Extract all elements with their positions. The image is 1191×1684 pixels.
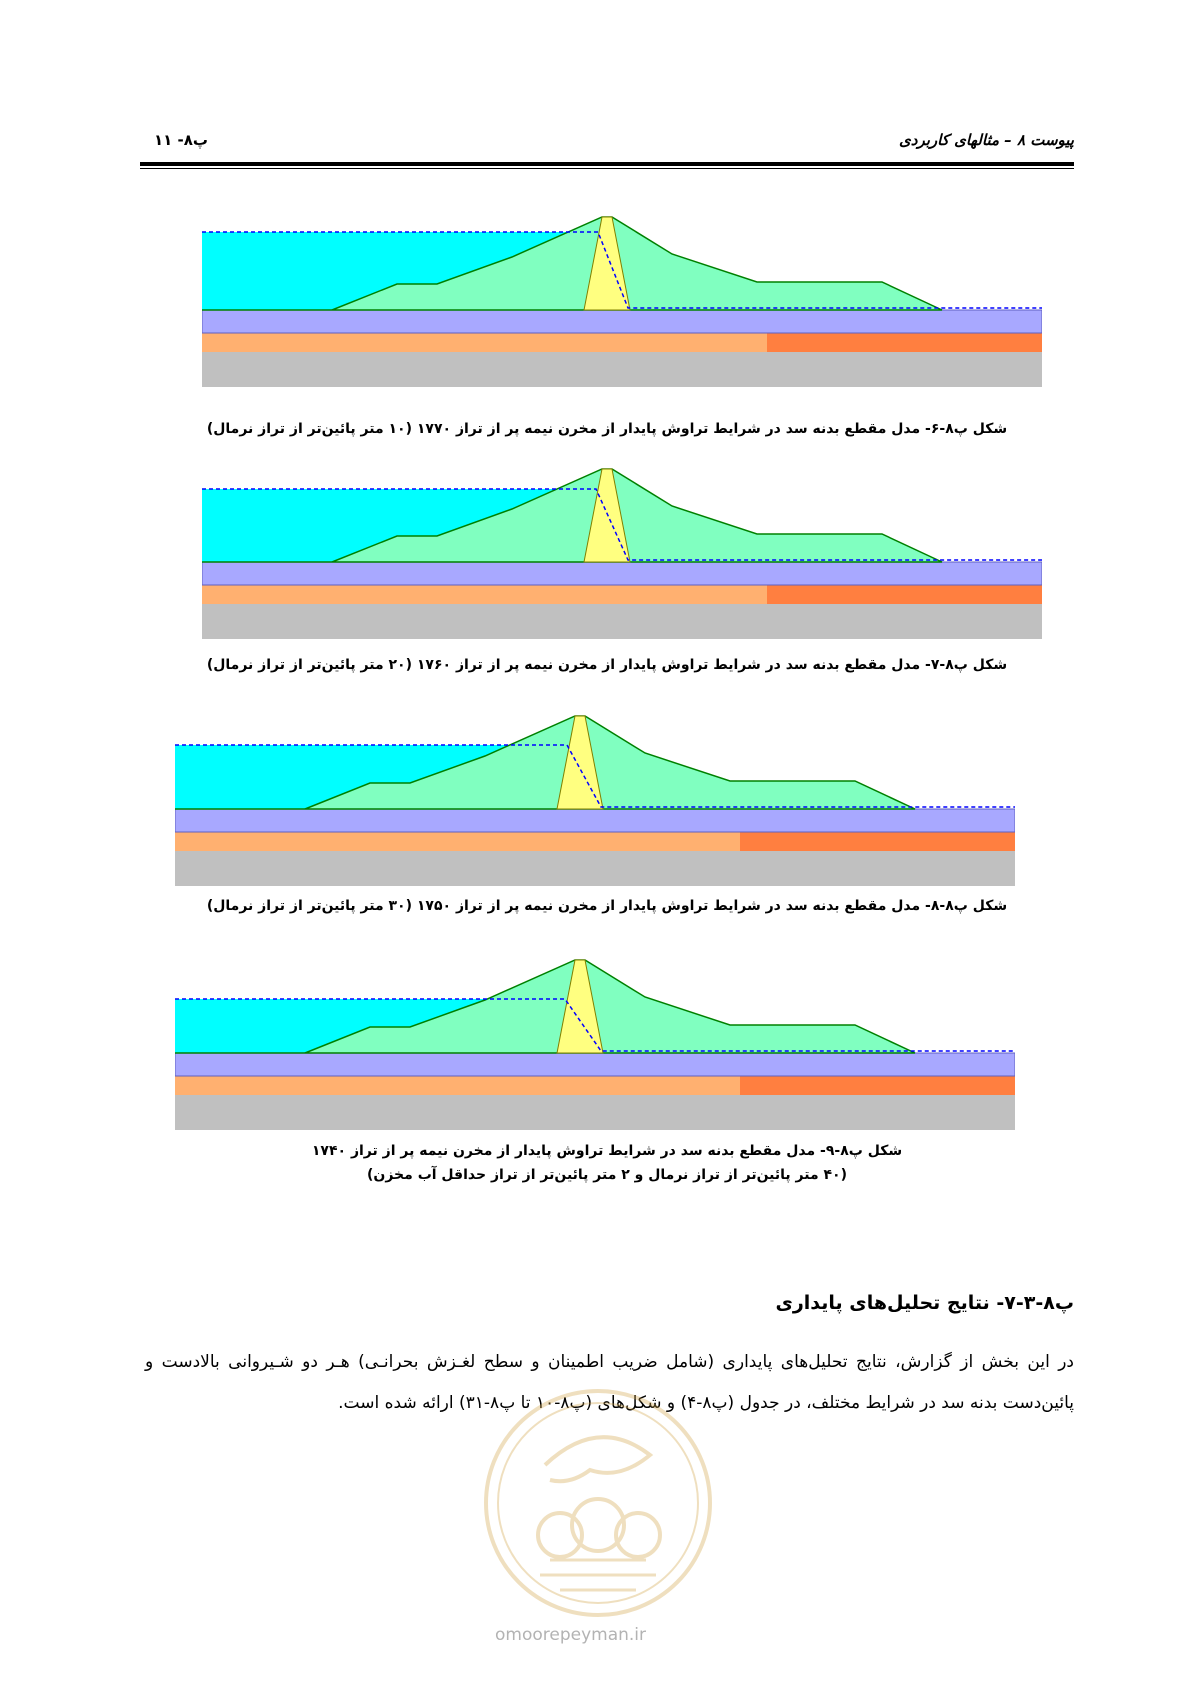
page-header: [140, 131, 1074, 155]
bedrock-layer: [202, 604, 1042, 639]
page-number: پ۸- ۱۱: [154, 131, 208, 149]
figure-caption-1: شکل پ۸-۶- مدل مقطع بدنه سد در شرایط تراوش پایدار از مخرن نیمه پر از تراز ۱۷۷۰ (۱۰ متر پائین‌تر از تراز نرمال): [206, 421, 1008, 437]
alluvium-left: [175, 832, 740, 851]
watermark-seal: [480, 1385, 716, 1621]
dam-section-figure-1: [202, 212, 1042, 387]
figure-caption-2: شکل پ۸-۷- مدل مقطع بدنه سد در شرایط تراوش پایدار از مخرن نیمه پر از تراز ۱۷۶۰ (۲۰ متر پائین‌تر از تراز نرمال): [206, 657, 1008, 673]
dam-cross-section-1: [202, 212, 1042, 387]
alluvium-left: [202, 585, 767, 604]
foundation-layer: [175, 809, 1015, 832]
bedrock-layer: [175, 1095, 1015, 1130]
dam-cross-section-2: [202, 464, 1042, 639]
figure-caption-4-line1: شکل پ۸-۹- مدل مقطع بدنه سد در شرایط تراوش پایدار از مخرن نیمه پر از تراز ۱۷۴۰: [311, 1143, 903, 1159]
alluvium-left: [175, 1076, 740, 1095]
dam-cross-section-4: [175, 955, 1015, 1130]
header-rule-thin: [140, 168, 1074, 169]
header-title: پیوست ۸ – مثالهای کاربردی: [899, 131, 1074, 149]
body-paragraph: در این بخش از گزارش، نتایج تحلیل‌های پایداری (شامل ضریب اطمینان و سطح لغـزش بحرانـی) هـر دو شـیروانی بالادست و پائین‌دست بدنه سد در شرایط مختلف، در جدول (پ۸-۴) و شکل‌های (پ۸-۱۰ تا پ۸-۳۱) ارائه شده است.: [145, 1352, 1074, 1413]
foundation-layer: [175, 1053, 1015, 1076]
bedrock-layer: [202, 352, 1042, 387]
foundation-layer: [202, 310, 1042, 333]
alluvium-left: [202, 333, 767, 352]
figure-caption-3: شکل پ۸-۸- مدل مقطع بدنه سد در شرایط تراوش پایدار از مخرن نیمه پر از تراز ۱۷۵۰ (۳۰ متر پائین‌تر از تراز نرمال): [206, 898, 1008, 914]
section-heading: پ۸-۳-۷- نتایج تحلیل‌های پایداری: [775, 1292, 1074, 1314]
dam-section-figure-2: [202, 464, 1042, 639]
watermark-text: omoorepeyman.ir: [495, 1625, 647, 1645]
dam-cross-section-3: [175, 711, 1015, 886]
dam-section-figure-3: [175, 711, 1015, 886]
figure-caption-4: [140, 1139, 1074, 1187]
alluvium-right: [767, 333, 1042, 352]
dam-section-figure-4: [175, 955, 1015, 1130]
seal-icon: [480, 1385, 716, 1621]
figure-caption-4-line2: (۴۰ متر پائین‌تر از تراز نرمال و ۲ متر پائین‌تر از تراز حداقل آب مخزن): [367, 1167, 847, 1183]
foundation-layer: [202, 562, 1042, 585]
header-rule-thick: [140, 162, 1074, 166]
alluvium-right: [767, 585, 1042, 604]
alluvium-right: [740, 1076, 1015, 1095]
alluvium-right: [740, 832, 1015, 851]
bedrock-layer: [175, 851, 1015, 886]
